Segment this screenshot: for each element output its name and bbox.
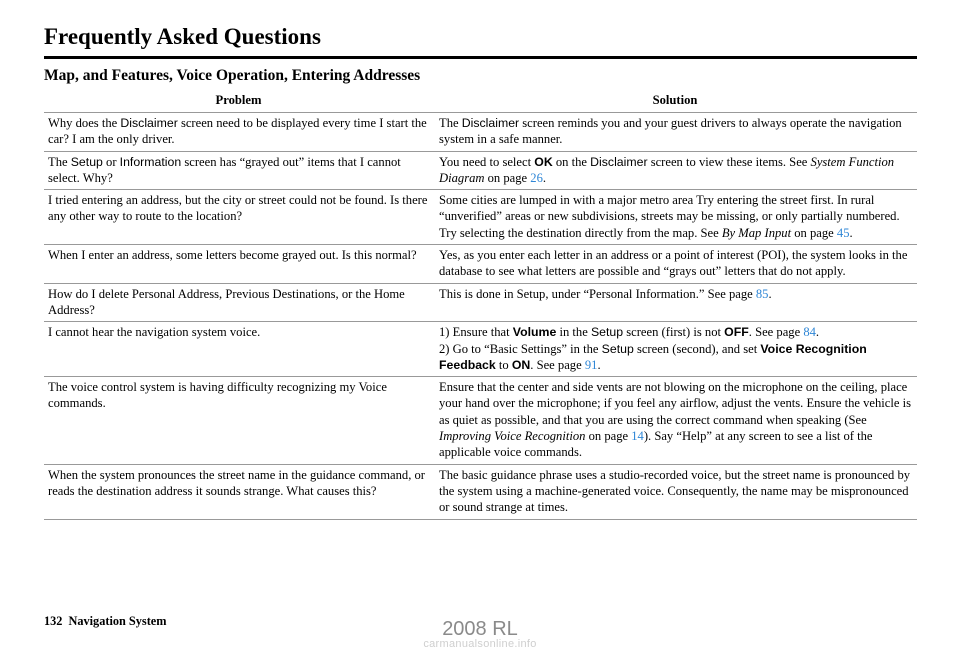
faq-row [44, 377, 917, 464]
text-segment: on page [585, 429, 632, 444]
faq-row [44, 322, 917, 377]
title-rule [44, 56, 917, 59]
text-segment: . See page [530, 357, 585, 372]
text-segment: . [849, 225, 853, 240]
text-segment: The voice control system is having difficulty recognizing my Voice commands. [48, 380, 387, 411]
page-title: Frequently Asked Questions [44, 24, 321, 49]
page-number: 132 [44, 614, 63, 628]
problem-cell [44, 245, 433, 284]
problem-cell [44, 322, 433, 377]
text-segment: Ensure that the center and side vents are not blowing on the microphone on the ceiling, place your hand over the microphone; if you feel any airflow, adjust the vents. Ensure the vehicle is as quiet as possible, and that you are using the correct command when speaking (See [439, 380, 912, 427]
problem-cell [44, 113, 433, 152]
text-segment: Disclaimer [461, 116, 520, 130]
text-segment: Setup [70, 154, 103, 169]
page-link[interactable]: 91 [584, 357, 598, 372]
faq-row [44, 245, 917, 284]
faq-row [44, 464, 917, 519]
text-segment: Voice Recognition Feedback [439, 341, 867, 372]
faq-row [44, 151, 917, 190]
text-segment: 2) Go to “Basic Settings” in the [439, 341, 602, 356]
problem-cell [44, 377, 433, 464]
faq-table-body [44, 113, 917, 520]
text-segment: You need to select [439, 154, 535, 169]
text-segment: . [597, 357, 601, 372]
text-segment: on page [484, 170, 531, 185]
solution-cell [433, 113, 917, 152]
text-segment: When I enter an address, some letters become grayed out. Is this normal? [48, 248, 417, 263]
watermark-site: carmanualsonline.info [423, 638, 537, 650]
text-segment: . See page [748, 325, 804, 340]
text-segment: . [768, 286, 772, 301]
text-segment: on page [791, 225, 837, 240]
text-segment: This is done in Setup, under “Personal Information.” See page [439, 286, 756, 301]
text-segment: Some cities are lumped in with a major metro area Try entering the street first. In rural “unverified” areas or new subdivisions, streets may be missing, or only partially numbered. Try selecting the destination directly from the map. See [439, 193, 900, 240]
text-segment: to [495, 357, 512, 372]
page-link[interactable]: 85 [755, 286, 769, 301]
text-segment: System Function Diagram [439, 154, 895, 185]
solution-cell [433, 190, 917, 245]
solution-cell [433, 283, 917, 322]
page-link[interactable]: 26 [530, 170, 543, 185]
text-segment: I cannot hear the navigation system voice. [48, 325, 261, 340]
faq-row [44, 190, 917, 245]
text-segment: . [815, 325, 820, 340]
text-segment: screen need to be displayed every time I start the car? I am the only driver. [48, 116, 427, 147]
text-segment: Volume [512, 325, 557, 340]
problem-cell [44, 283, 433, 322]
text-segment: Information [119, 154, 182, 169]
text-segment: Why does the [48, 116, 121, 130]
problem-cell [44, 464, 433, 519]
text-segment: By Map Input [721, 225, 792, 240]
problem-cell [44, 151, 433, 190]
text-segment: Setup [590, 325, 624, 340]
text-segment: The [439, 116, 462, 130]
footer-label: Navigation System [68, 614, 167, 628]
text-segment: Improving Voice Recognition [439, 429, 586, 444]
text-segment: or [102, 154, 120, 169]
text-segment: The [48, 154, 71, 169]
solution-cell [433, 464, 917, 519]
faq-row [44, 283, 917, 322]
solution-cell [433, 322, 917, 377]
text-segment: OK [534, 154, 553, 169]
page-link[interactable]: 84 [803, 325, 816, 340]
faq-table [44, 90, 917, 520]
text-segment: When the system pronounces the street name in the guidance command, or reads the destination address it sounds strange. What causes this? [48, 467, 425, 498]
text-segment: I tried entering an address, but the city or street could not be found. Is there any other way to route to the location? [48, 193, 428, 224]
faq-header-row [44, 90, 917, 113]
text-segment: ON [511, 357, 531, 372]
problem-column-header: Problem [44, 90, 433, 113]
text-segment: screen reminds you and your guest drivers to always operate the navigation system in a safe manner. [439, 116, 902, 147]
text-segment: ). Say “Help” at any screen to see a list of the applicable voice commands. [439, 429, 873, 460]
faq-row [44, 113, 917, 152]
text-segment: in the [556, 325, 591, 340]
page-link[interactable]: 45 [836, 225, 850, 240]
watermark-model: 2008 RL [442, 618, 518, 640]
text-segment: How do I delete Personal Address, Previous Destinations, or the Home Address? [48, 286, 405, 317]
problem-cell [44, 190, 433, 245]
section-title: Map, and Features, Voice Operation, Entering Addresses [44, 67, 421, 84]
text-segment: OFF [724, 325, 749, 340]
solution-column-header: Solution [433, 90, 917, 113]
page-link[interactable]: 14 [631, 429, 644, 444]
text-segment: screen (second), and set [633, 341, 761, 356]
text-segment: 1) Ensure that [439, 325, 513, 340]
text-segment: Disclaimer [590, 154, 648, 169]
text-segment: Disclaimer [120, 116, 178, 130]
solution-cell [433, 377, 917, 464]
text-segment: screen to view these items. See [647, 154, 811, 169]
text-segment: . [542, 170, 547, 185]
text-segment: Setup [601, 341, 634, 356]
text-segment: on the [552, 154, 591, 169]
solution-cell [433, 151, 917, 190]
text-segment: screen (first) is not [623, 325, 725, 340]
text-segment: The basic guidance phrase uses a studio-recorded voice, but the street name is pronounced by the system using a machine-generated voice. Consequently, the name may be mispronounced or sound strange at times. [439, 467, 911, 515]
text-segment: Yes, as you enter each letter in an address or a point of interest (POI), the system looks in the database to see what letters are possible and “grays out” letters that do not apply. [439, 248, 908, 279]
text-segment: screen has “grayed out” items that I cannot select. Why? [48, 154, 401, 185]
solution-cell [433, 245, 917, 284]
